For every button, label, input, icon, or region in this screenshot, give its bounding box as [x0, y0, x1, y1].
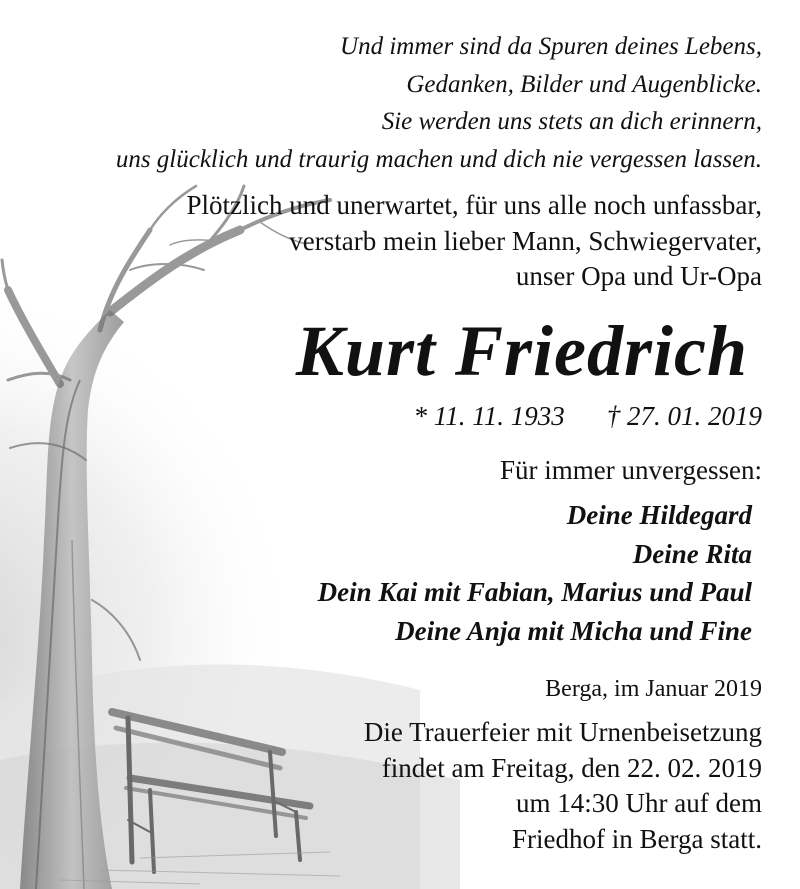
announcement-line: Plötzlich und unerwartet, für uns alle noch unfassbar, — [186, 190, 762, 220]
mourners-list — [318, 496, 752, 650]
deceased-name: Kurt Friedrich — [295, 311, 748, 391]
life-dates — [414, 399, 763, 433]
service-line: um 14:30 Uhr auf dem — [516, 788, 762, 818]
poem-line: uns glücklich und traurig machen und dich nie vergessen lassen. — [115, 145, 762, 173]
mourner-entry: Deine Hildegard — [566, 500, 752, 530]
service-line: Friedhof in Berga statt. — [512, 823, 762, 854]
service-line: findet am Freitag, den 22. 02. 2019 — [381, 752, 762, 783]
poem-line: Sie werden uns stets an dich erinnern, — [381, 108, 762, 135]
funeral-service-info — [364, 715, 762, 857]
mourner-entry: Deine Anja mit Micha und Fine — [395, 615, 752, 646]
poem-line: Gedanken, Bilder und Augenblicke. — [406, 70, 762, 98]
birth-date: * 11. 11. 1933 — [413, 401, 565, 431]
mourner-entry: Deine Rita — [632, 538, 752, 569]
memorial-poem — [116, 28, 762, 178]
place-and-date: Berga, im Januar 2019 — [545, 676, 762, 702]
death-announcement — [186, 188, 762, 295]
poem-line: Und immer sind da Spuren deines Lebens, — [340, 33, 762, 60]
mourner-entry: Dein Kai mit Fabian, Marius und Paul — [317, 577, 752, 607]
mourners-heading: Für immer unvergessen: — [500, 455, 762, 485]
announcement-line: verstarb mein lieber Mann, Schwiegervater, — [289, 225, 762, 256]
announcement-line: unser Opa und Ur-Opa — [515, 261, 762, 291]
service-line: Die Trauerfeier mit Urnenbeisetzung — [363, 717, 762, 747]
death-date: † 27. 01. 2019 — [606, 401, 762, 431]
